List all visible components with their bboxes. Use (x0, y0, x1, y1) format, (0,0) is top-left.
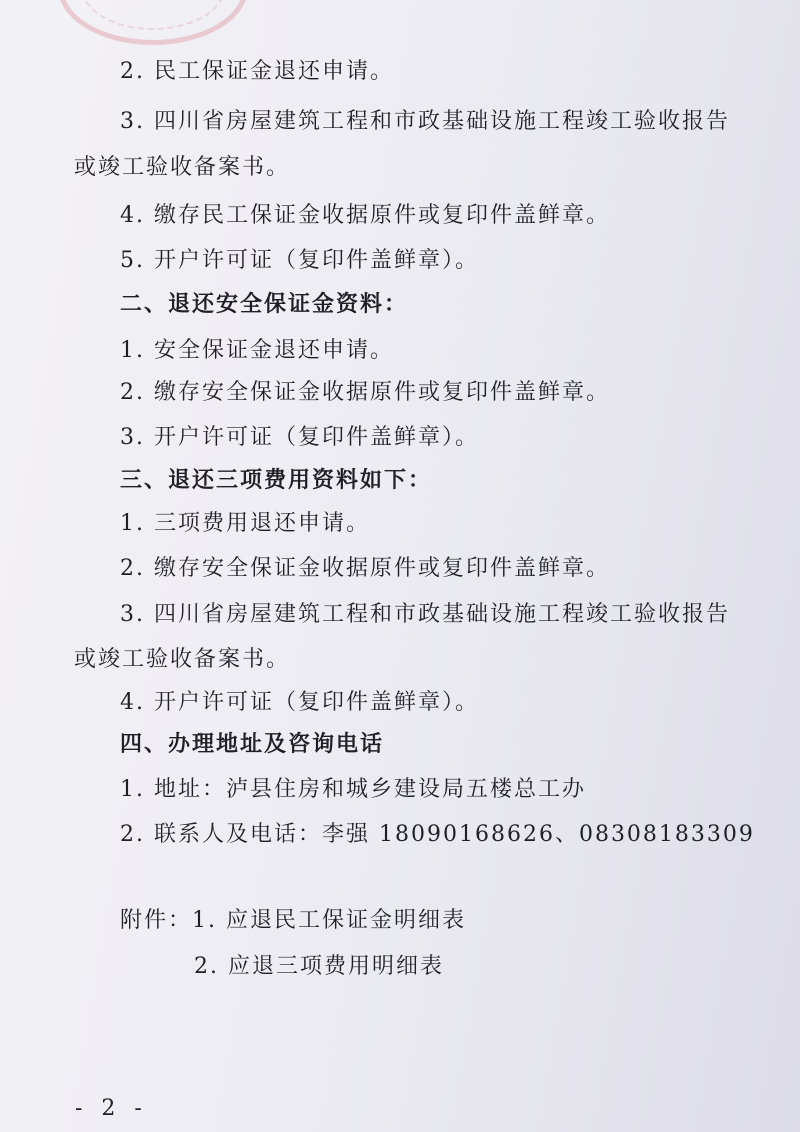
text-line: 2. 联系人及电话：李强 18090168626、08308183309 (120, 822, 755, 847)
attachment-line: 附件：1. 应退民工保证金明细表 (120, 908, 466, 933)
text-line: 4. 缴存民工保证金收据原件或复印件盖鲜章。 (120, 203, 610, 228)
attachment-line: 2. 应退三项费用明细表 (194, 954, 444, 979)
text-line: 或竣工验收备案书。 (74, 647, 291, 672)
text-line: 1. 地址：泸县住房和城乡建设局五楼总工办 (120, 777, 586, 802)
page-number: - 2 - (75, 1096, 148, 1121)
text-line: 3. 四川省房屋建筑工程和市政基础设施工程竣工验收报告 (120, 109, 730, 134)
section-heading: 三、退还三项费用资料如下： (120, 468, 433, 493)
text-line: 1. 三项费用退还申请。 (120, 511, 370, 536)
text-line: 2. 缴存安全保证金收据原件或复印件盖鲜章。 (120, 380, 610, 405)
text-line: 1. 安全保证金退还申请。 (120, 338, 394, 363)
section-heading: 四、办理地址及咨询电话 (120, 732, 385, 757)
text-line: 3. 四川省房屋建筑工程和市政基础设施工程竣工验收报告 (120, 602, 730, 627)
text-line: 或竣工验收备案书。 (74, 155, 291, 180)
text-line: 4. 开户许可证（复印件盖鲜章）。 (120, 690, 479, 715)
text-line: 3. 开户许可证（复印件盖鲜章）。 (120, 425, 479, 450)
text-line: 5. 开户许可证（复印件盖鲜章）。 (120, 248, 479, 273)
official-seal-stamp (58, 0, 248, 45)
text-line: 2. 缴存安全保证金收据原件或复印件盖鲜章。 (120, 556, 610, 581)
section-heading: 二、退还安全保证金资料： (120, 292, 409, 317)
text-line: 2. 民工保证金退还申请。 (120, 59, 394, 84)
